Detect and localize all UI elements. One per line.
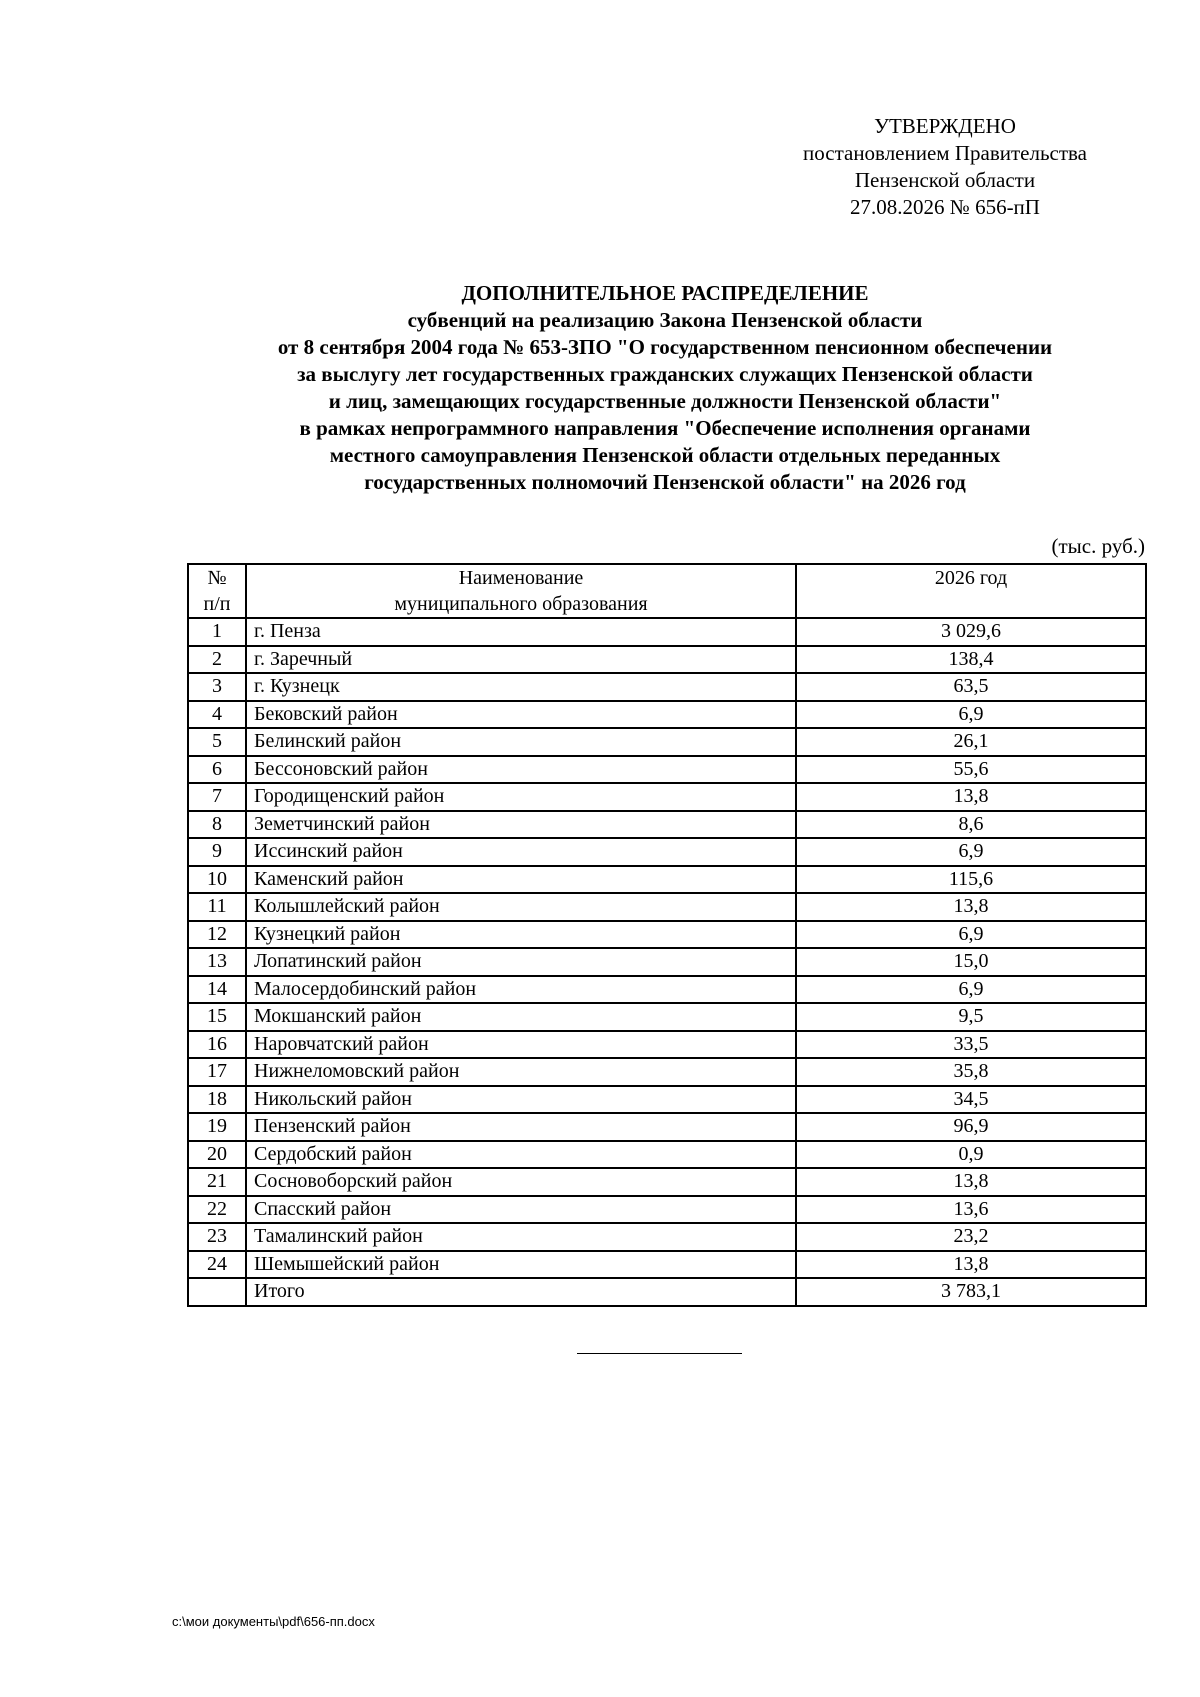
approval-heading: УТВЕРЖДЕНО — [874, 114, 1016, 138]
row-value: 35,8 — [796, 1058, 1146, 1086]
row-number: 12 — [188, 921, 246, 949]
row-municipality: Иссинский район — [246, 838, 796, 866]
table-row — [188, 1086, 1146, 1114]
row-value: 9,5 — [796, 1003, 1146, 1031]
row-municipality: Лопатинский район — [246, 948, 796, 976]
header-municipality-line1: Наименование — [458, 567, 584, 589]
row-value: 13,8 — [796, 893, 1146, 921]
document-title — [150, 280, 1180, 496]
approval-stamp — [770, 113, 1120, 221]
row-number: 23 — [188, 1223, 246, 1251]
row-municipality: Мокшанский район — [246, 1003, 796, 1031]
table-row — [188, 811, 1146, 839]
row-number: 2 — [188, 646, 246, 674]
row-number: 22 — [188, 1196, 246, 1224]
title-line: за выслугу лет государственных гражданских служащих Пензенской области — [297, 362, 1033, 386]
header-number — [188, 564, 246, 618]
total-row — [188, 1278, 1146, 1306]
header-number-line1: № — [207, 567, 227, 589]
table-header-row — [188, 564, 1146, 618]
row-value: 13,8 — [796, 1251, 1146, 1279]
row-value: 34,5 — [796, 1086, 1146, 1114]
row-value: 13,8 — [796, 1168, 1146, 1196]
row-municipality: г. Пенза — [246, 618, 796, 646]
table-row — [188, 921, 1146, 949]
row-number: 6 — [188, 756, 246, 784]
title-line: в рамках непрограммного направления "Обеспечение исполнения органами — [299, 416, 1031, 440]
row-municipality: Никольский район — [246, 1086, 796, 1114]
row-municipality: Сосновоборский район — [246, 1168, 796, 1196]
table-row — [188, 866, 1146, 894]
row-value: 23,2 — [796, 1223, 1146, 1251]
table-row — [188, 783, 1146, 811]
row-value: 115,6 — [796, 866, 1146, 894]
row-number: 16 — [188, 1031, 246, 1059]
approval-basis: постановлением Правительства — [802, 141, 1087, 165]
row-number: 19 — [188, 1113, 246, 1141]
row-municipality: Городищенский район — [246, 783, 796, 811]
row-value: 0,9 — [796, 1141, 1146, 1169]
row-number: 11 — [188, 893, 246, 921]
row-municipality: г. Заречный — [246, 646, 796, 674]
row-value: 6,9 — [796, 838, 1146, 866]
header-municipality — [246, 564, 796, 618]
row-number: 20 — [188, 1141, 246, 1169]
table-row — [188, 1251, 1146, 1279]
approval-region: Пензенской области — [854, 168, 1036, 192]
table-row — [188, 893, 1146, 921]
total-value: 3 783,1 — [796, 1278, 1146, 1306]
row-number: 8 — [188, 811, 246, 839]
header-number-line2: п/п — [203, 593, 231, 615]
row-number: 13 — [188, 948, 246, 976]
title-line: и лиц, замещающих государственные должности Пензенской области" — [328, 389, 1002, 413]
row-value: 6,9 — [796, 921, 1146, 949]
row-municipality: Спасский район — [246, 1196, 796, 1224]
row-number: 4 — [188, 701, 246, 729]
row-number: 18 — [188, 1086, 246, 1114]
row-municipality: Нижнеломовский район — [246, 1058, 796, 1086]
row-value: 33,5 — [796, 1031, 1146, 1059]
title-line: ДОПОЛНИТЕЛЬНОЕ РАСПРЕДЕЛЕНИЕ — [461, 281, 869, 305]
row-number: 3 — [188, 673, 246, 701]
header-municipality-line2: муниципального образования — [394, 593, 648, 615]
row-value: 15,0 — [796, 948, 1146, 976]
table-row — [188, 646, 1146, 674]
table-row — [188, 1031, 1146, 1059]
row-number: 10 — [188, 866, 246, 894]
total-number — [188, 1278, 246, 1306]
row-municipality: Бессоновский район — [246, 756, 796, 784]
row-municipality: Наровчатский район — [246, 1031, 796, 1059]
row-value: 8,6 — [796, 811, 1146, 839]
units-label: (тыс. руб.) — [1051, 534, 1145, 558]
title-line: государственных полномочий Пензенской области" на 2026 год — [364, 470, 966, 494]
row-number: 17 — [188, 1058, 246, 1086]
row-municipality: Белинский район — [246, 728, 796, 756]
row-value: 26,1 — [796, 728, 1146, 756]
row-number: 1 — [188, 618, 246, 646]
file-path-footer: c:\мои документы\pdf\656-пп.docx — [172, 1614, 375, 1629]
row-number: 14 — [188, 976, 246, 1004]
title-line: от 8 сентября 2004 года № 653-ЗПО "О государственном пенсионном обеспечении — [277, 335, 1053, 359]
table-row — [188, 1113, 1146, 1141]
title-line: субвенций на реализацию Закона Пензенской области — [407, 308, 923, 332]
row-value: 13,6 — [796, 1196, 1146, 1224]
table-row — [188, 1168, 1146, 1196]
row-number: 5 — [188, 728, 246, 756]
table-row — [188, 728, 1146, 756]
row-number: 7 — [188, 783, 246, 811]
row-value: 96,9 — [796, 1113, 1146, 1141]
table-row — [188, 618, 1146, 646]
title-line: местного самоуправления Пензенской области отдельных переданных — [329, 443, 1001, 467]
row-municipality: Бековский район — [246, 701, 796, 729]
table-row — [188, 673, 1146, 701]
row-municipality: Тамалинский район — [246, 1223, 796, 1251]
row-number: 9 — [188, 838, 246, 866]
row-number: 24 — [188, 1251, 246, 1279]
distribution-table — [187, 563, 1147, 1307]
table-row — [188, 1003, 1146, 1031]
table-row — [188, 976, 1146, 1004]
row-municipality: Сердобский район — [246, 1141, 796, 1169]
row-value: 3 029,6 — [796, 618, 1146, 646]
row-municipality: Шемышейский район — [246, 1251, 796, 1279]
table-row — [188, 1058, 1146, 1086]
approval-date-number: 27.08.2026 № 656-пП — [850, 195, 1040, 219]
total-label: Итого — [246, 1278, 796, 1306]
row-municipality: Земетчинский район — [246, 811, 796, 839]
row-value: 6,9 — [796, 976, 1146, 1004]
row-value: 6,9 — [796, 701, 1146, 729]
closing-divider — [577, 1353, 742, 1354]
row-municipality: Колышлейский район — [246, 893, 796, 921]
row-municipality: Кузнецкий район — [246, 921, 796, 949]
row-municipality: Каменский район — [246, 866, 796, 894]
row-number: 21 — [188, 1168, 246, 1196]
row-municipality: г. Кузнецк — [246, 673, 796, 701]
table-row — [188, 838, 1146, 866]
table-row — [188, 1141, 1146, 1169]
header-year: 2026 год — [796, 564, 1146, 618]
table-row — [188, 1223, 1146, 1251]
row-value: 55,6 — [796, 756, 1146, 784]
row-number: 15 — [188, 1003, 246, 1031]
row-municipality: Пензенский район — [246, 1113, 796, 1141]
row-municipality: Малосердобинский район — [246, 976, 796, 1004]
row-value: 13,8 — [796, 783, 1146, 811]
table-row — [188, 948, 1146, 976]
table-row — [188, 1196, 1146, 1224]
table-row — [188, 701, 1146, 729]
row-value: 138,4 — [796, 646, 1146, 674]
table-row — [188, 756, 1146, 784]
row-value: 63,5 — [796, 673, 1146, 701]
